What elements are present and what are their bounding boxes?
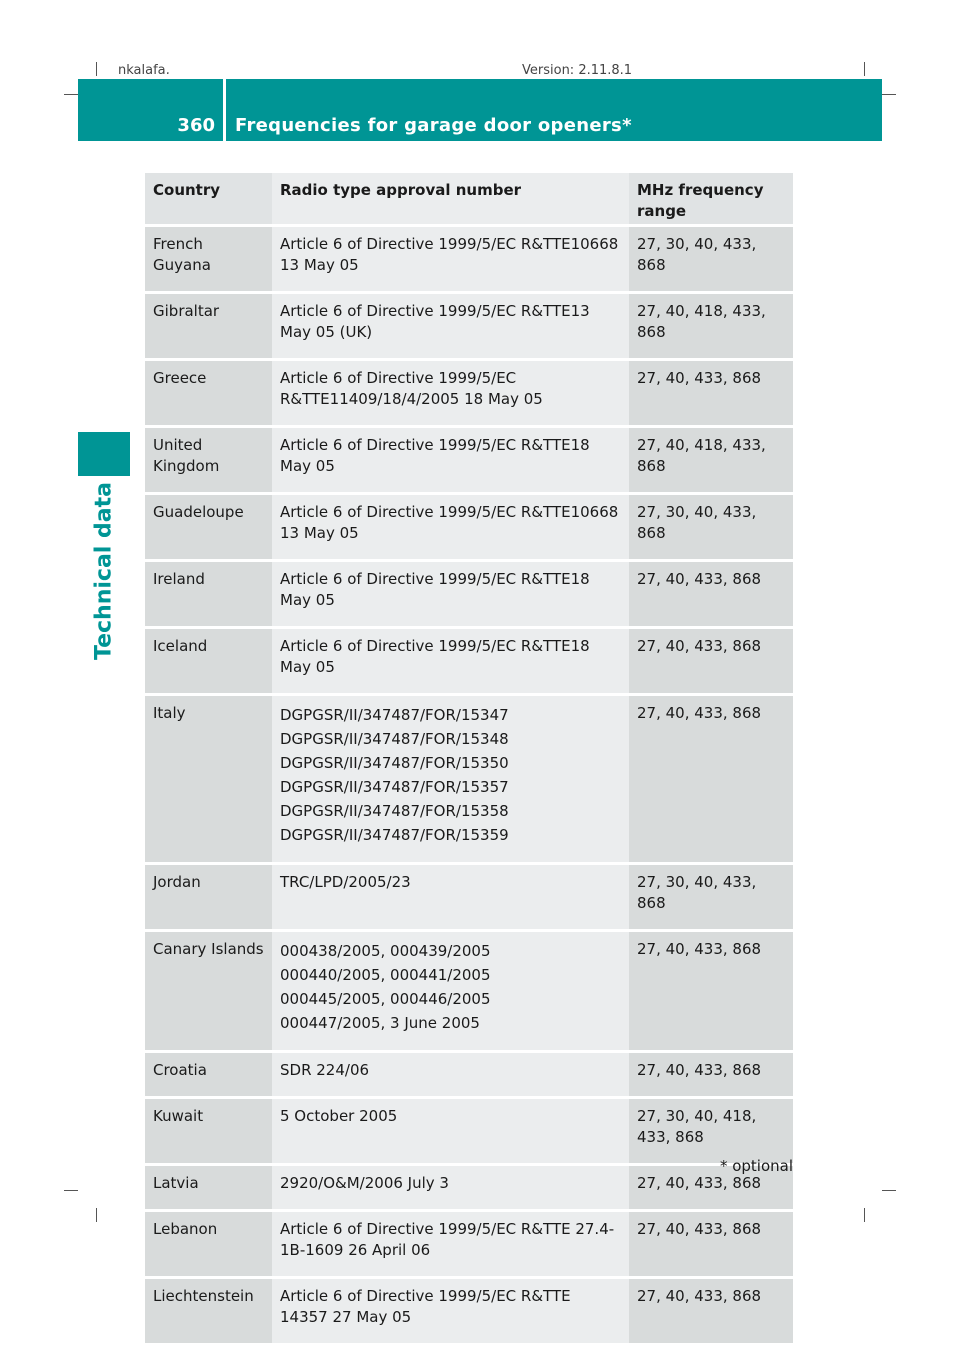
approval-line: SDR 224/06 [280, 1061, 370, 1079]
page-number: 360 [177, 115, 215, 136]
approval-line: 5 October 2005 [280, 1107, 398, 1125]
table-row [145, 360, 793, 427]
cell-country: Kuwait [145, 1098, 272, 1165]
cell-country: Liechtenstein [145, 1278, 272, 1345]
column-header-mhz: MHz frequency range [629, 173, 793, 226]
crop-mark [864, 1208, 865, 1222]
cell-mhz: 27, 40, 433, 868 [629, 561, 793, 628]
cell-approval [272, 360, 629, 427]
table-row [145, 864, 793, 931]
column-header-approval: Radio type approval number [272, 173, 629, 226]
crop-mark [96, 62, 97, 76]
approval-line: 2920/O&M/2006 July 3 [280, 1174, 449, 1192]
approval-line: TRC/LPD/2005/23 [280, 873, 411, 891]
approval-line: Article 6 of Directive 1999/5/EC R&TTE10668 13 May 05 [280, 503, 619, 542]
column-header-country: Country [145, 173, 272, 226]
approval-line: DGPGSR/II/347487/FOR/15347 [280, 706, 509, 724]
table-row [145, 1165, 793, 1211]
approval-line: 000440/2005, 000441/2005 [280, 966, 491, 984]
approval-line: Article 6 of Directive 1999/5/EC R&TTE 14357 27 May 05 [280, 1287, 571, 1326]
cell-country: Italy [145, 695, 272, 864]
table-row [145, 293, 793, 360]
table-row [145, 494, 793, 561]
crop-mark [882, 1190, 896, 1191]
section-tab-marker [78, 432, 130, 476]
cell-mhz: 27, 40, 433, 868 [629, 1278, 793, 1345]
crop-mark [64, 94, 78, 95]
crop-mark [864, 62, 865, 76]
header-divider [223, 79, 226, 141]
table-header-row [145, 173, 793, 226]
cell-approval [272, 1211, 629, 1278]
table-row [145, 226, 793, 293]
approval-line: Article 6 of Directive 1999/5/EC R&TTE11409/18/4/2005 18 May 05 [280, 369, 543, 408]
cell-mhz: 27, 40, 418, 433, 868 [629, 293, 793, 360]
crop-mark [882, 94, 896, 95]
cell-country: Latvia [145, 1165, 272, 1211]
approval-line: 000447/2005, 3 June 2005 [280, 1014, 480, 1032]
cell-mhz: 27, 30, 40, 418, 433, 868 [629, 1098, 793, 1165]
cell-mhz: 27, 40, 433, 868 [629, 695, 793, 864]
section-side-label-text: Technical data [91, 482, 117, 660]
approval-line: DGPGSR/II/347487/FOR/15350 [280, 754, 509, 772]
cell-approval [272, 427, 629, 494]
cell-country: Guadeloupe [145, 494, 272, 561]
page-header [78, 79, 882, 141]
approval-line: DGPGSR/II/347487/FOR/15359 [280, 826, 509, 844]
table-row [145, 1211, 793, 1278]
table-row [145, 1052, 793, 1098]
cell-country: Iceland [145, 628, 272, 695]
crop-mark [96, 1208, 97, 1222]
cell-approval [272, 1165, 629, 1211]
cell-country: Lebanon [145, 1211, 272, 1278]
approval-line: Article 6 of Directive 1999/5/EC R&TTE 27.4-1B-1609 26 April 06 [280, 1220, 615, 1259]
cell-approval [272, 226, 629, 293]
table-row [145, 931, 793, 1052]
approval-line: 000445/2005, 000446/2005 [280, 990, 491, 1008]
cell-approval [272, 695, 629, 864]
table-row [145, 695, 793, 864]
frequency-table [145, 173, 793, 1346]
cell-country: Gibraltar [145, 293, 272, 360]
cell-country: Ireland [145, 561, 272, 628]
cell-approval [272, 628, 629, 695]
cell-country: Jordan [145, 864, 272, 931]
table-row [145, 1098, 793, 1165]
cell-approval [272, 1098, 629, 1165]
table-row [145, 1278, 793, 1345]
table-row [145, 628, 793, 695]
section-side-label [78, 480, 130, 660]
approval-line: Article 6 of Directive 1999/5/EC R&TTE18 May 05 [280, 436, 590, 475]
cell-mhz: 27, 40, 433, 868 [629, 360, 793, 427]
cell-country: Canary Islands [145, 931, 272, 1052]
cell-mhz: 27, 40, 433, 868 [629, 1165, 793, 1211]
table-row [145, 561, 793, 628]
cell-mhz: 27, 30, 40, 433, 868 [629, 494, 793, 561]
cell-approval [272, 561, 629, 628]
approval-line: DGPGSR/II/347487/FOR/15358 [280, 802, 509, 820]
cell-country: French Guyana [145, 226, 272, 293]
page-title: Frequencies for garage door openers* [235, 115, 632, 136]
cell-mhz: 27, 30, 40, 433, 868 [629, 864, 793, 931]
cell-approval [272, 293, 629, 360]
cell-mhz: 27, 40, 433, 868 [629, 1052, 793, 1098]
approval-line: Article 6 of Directive 1999/5/EC R&TTE18 May 05 [280, 637, 590, 676]
table-row [145, 427, 793, 494]
approval-line: 000438/2005, 000439/2005 [280, 942, 491, 960]
footnote: * optional [719, 1157, 793, 1175]
crop-mark [64, 1190, 78, 1191]
print-meta-left-text: nkalafa, [118, 63, 170, 74]
print-meta-right [522, 56, 632, 74]
cell-country: Croatia [145, 1052, 272, 1098]
cell-mhz: 27, 40, 433, 868 [629, 931, 793, 1052]
print-meta-left [118, 56, 170, 74]
print-meta-right-text: Version: 2.11.8.1 [522, 63, 633, 74]
approval-line: Article 6 of Directive 1999/5/EC R&TTE13 May 05 (UK) [280, 302, 590, 341]
cell-mhz: 27, 40, 418, 433, 868 [629, 427, 793, 494]
cell-mhz: 27, 30, 40, 433, 868 [629, 226, 793, 293]
cell-approval [272, 1278, 629, 1345]
cell-approval [272, 864, 629, 931]
cell-country: Greece [145, 360, 272, 427]
cell-country: United Kingdom [145, 427, 272, 494]
cell-mhz: 27, 40, 433, 868 [629, 1211, 793, 1278]
approval-line: Article 6 of Directive 1999/5/EC R&TTE18 May 05 [280, 570, 590, 609]
cell-approval [272, 494, 629, 561]
table-body [145, 226, 793, 1345]
approval-line: DGPGSR/II/347487/FOR/15357 [280, 778, 509, 796]
approval-line: DGPGSR/II/347487/FOR/15348 [280, 730, 509, 748]
approval-line: Article 6 of Directive 1999/5/EC R&TTE10668 13 May 05 [280, 235, 619, 274]
cell-approval [272, 931, 629, 1052]
cell-mhz: 27, 40, 433, 868 [629, 628, 793, 695]
cell-approval [272, 1052, 629, 1098]
